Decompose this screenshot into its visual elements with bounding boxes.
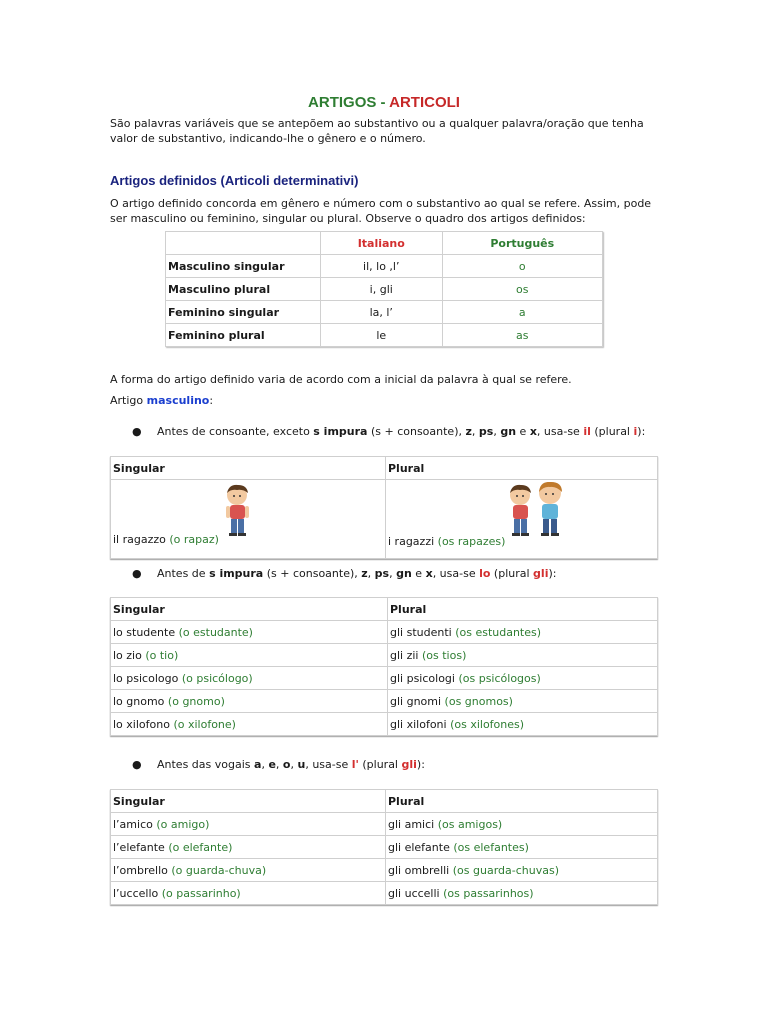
table-row	[111, 690, 658, 713]
header-blank	[166, 232, 321, 255]
masculine-label: Artigo masculino:	[110, 394, 214, 407]
form-note: A forma do artigo definido varia de acordo com a inicial da palavra à qual se refere.	[110, 373, 572, 386]
header-singular: Singular	[111, 598, 388, 621]
bullet-icon: ●	[132, 425, 142, 438]
header-singular: Singular	[111, 457, 386, 480]
table-row	[166, 255, 603, 278]
row-label: Feminino plural	[166, 324, 321, 347]
rule-il: Antes de consoante, exceto s impura (s + consoante), z, ps, gn e x, usa-se il (plural i):	[157, 425, 646, 438]
row-label: Masculino plural	[166, 278, 321, 301]
header-singular: Singular	[111, 790, 386, 813]
table-row	[111, 882, 658, 905]
plural-cell: gli studenti (os estudantes)	[388, 621, 658, 644]
table-il	[110, 456, 658, 559]
table-row	[111, 859, 658, 882]
boy-illustration	[221, 484, 255, 538]
table-row	[111, 813, 658, 836]
singular-cell: l’uccello (o passarinho)	[111, 882, 386, 905]
singular-cell: l’ombrello (o guarda-chuva)	[111, 859, 386, 882]
rule-lo: Antes de s impura (s + consoante), z, ps, gn e x, usa-se lo (plural gli):	[157, 567, 557, 580]
section-intro: O artigo definido concorda em gênero e número com o substantivo ao qual se refere. Assim, pode ser masculino ou feminino, singular ou plural. Observe o quadro dos artigos definidos:	[110, 197, 652, 225]
header-italian: Italiano	[321, 232, 443, 255]
italian-cell: le	[321, 324, 443, 347]
singular-cell: lo zio (o tio)	[111, 644, 388, 667]
singular-cell: lo psicologo (o psicólogo)	[111, 667, 388, 690]
plural-cell: gli xilofoni (os xilofones)	[388, 713, 658, 736]
plural-cell: gli amici (os amigos)	[386, 813, 658, 836]
italian-cell: i, gli	[321, 278, 443, 301]
singular-cell: lo studente (o estudante)	[111, 621, 388, 644]
italian-cell: il, lo ,l’	[321, 255, 443, 278]
table-row	[111, 713, 658, 736]
plural-cell: gli elefante (os elefantes)	[386, 836, 658, 859]
table-row	[111, 598, 658, 621]
table-lo	[110, 597, 658, 736]
header-portuguese: Português	[442, 232, 602, 255]
table-row	[166, 232, 603, 255]
plural-cell: gli psicologi (os psicólogos)	[388, 667, 658, 690]
header-plural: Plural	[386, 457, 658, 480]
italian-cell: la, l’	[321, 301, 443, 324]
singular-cell: lo gnomo (o gnomo)	[111, 690, 388, 713]
section-heading: Artigos definidos (Articoli determinativi)	[110, 173, 359, 188]
rule-l-apostrophe: Antes das vogais a, e, o, u, usa-se l' (plural gli):	[157, 758, 425, 771]
table-row	[111, 644, 658, 667]
portuguese-cell: a	[442, 301, 602, 324]
table-row	[111, 667, 658, 690]
singular-cell: l’elefante (o elefante)	[111, 836, 386, 859]
portuguese-cell: os	[442, 278, 602, 301]
intro-paragraph: São palavras variáveis que se antepõem ao substantivo ou a qualquer palavra/oração que tenha valor de substantivo, indicando-lhe o gênero e o número.	[110, 117, 644, 145]
plural-cell: gli uccelli (os passarinhos)	[386, 882, 658, 905]
table-row	[111, 621, 658, 644]
singular-cell: lo xilofono (o xilofone)	[111, 713, 388, 736]
header-plural: Plural	[388, 598, 658, 621]
table-l-apostrophe	[110, 789, 658, 905]
portuguese-cell: as	[442, 324, 602, 347]
boys-illustration	[506, 482, 570, 538]
table-row	[166, 278, 603, 301]
singular-cell: l’amico (o amigo)	[111, 813, 386, 836]
table-row	[166, 324, 603, 347]
row-label: Feminino singular	[166, 301, 321, 324]
plural-cell: gli gnomi (os gnomos)	[388, 690, 658, 713]
plural-cell: i ragazzi (os rapazes)	[386, 480, 658, 559]
page-title: ARTIGOS - ARTICOLI	[308, 94, 460, 111]
singular-cell: il ragazzo (o rapaz)	[111, 480, 386, 559]
articles-table	[165, 231, 603, 347]
table-row	[111, 480, 658, 559]
bullet-icon: ●	[132, 758, 142, 771]
portuguese-cell: o	[442, 255, 602, 278]
plural-cell: gli zii (os tios)	[388, 644, 658, 667]
header-plural: Plural	[386, 790, 658, 813]
plural-cell: gli ombrelli (os guarda-chuvas)	[386, 859, 658, 882]
bullet-icon: ●	[132, 567, 142, 580]
table-row	[111, 790, 658, 813]
table-row	[166, 301, 603, 324]
table-row	[111, 836, 658, 859]
row-label: Masculino singular	[166, 255, 321, 278]
table-row	[111, 457, 658, 480]
